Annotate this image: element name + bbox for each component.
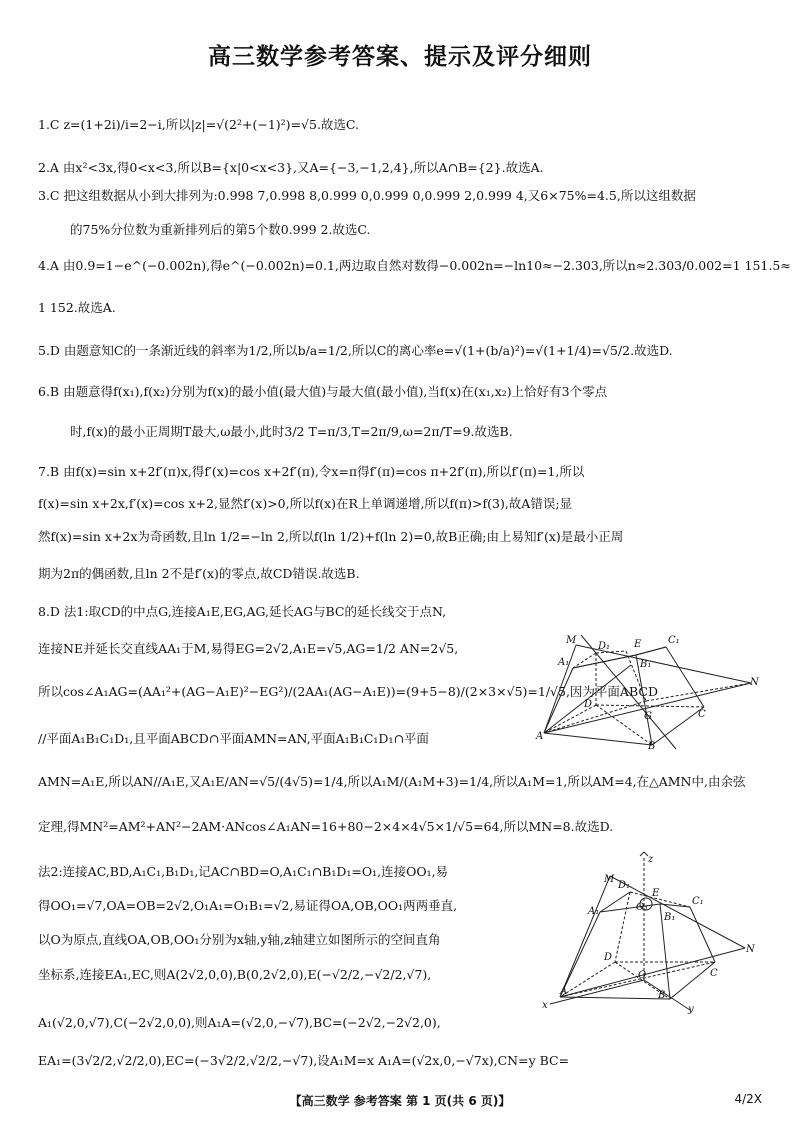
label-M2: M [604,874,615,885]
label-x-axis: x [542,1000,548,1011]
text-line: 7.B 由f(x)=sin x+2f′(π)x,得f′(x)=cos x+2f′(π),令x=π得f′(π)=cos π+2f′(π),所以f′(π)=1,所以 [38,464,585,479]
text-line: 期为2π的偶函数,且ln 2不是f′(x)的零点,故CD错误.故选B. [38,566,360,581]
text-line: 5.D 由题意知C的一条渐近线的斜率为1/2,所以b/a=1/2,所以C的离心率e=√(1+(b/a)²)=√(1+1/4)=√5/2.故选D. [38,343,673,358]
label-D: D [584,699,593,710]
label-z-axis: z [648,854,654,865]
text-line: A₁(√2,0,√7),C(−2√2,0,0),则A₁A=(√2,0,−√7),BC=(−2√2,−2√2,0), [38,1015,441,1030]
text-line: 3.C 把这组数据从小到大排列为:0.998 7,0.998 8,0.999 0,0.999 0,0.999 2,0.999 4,又6×75%=4.5,所以这组数据 [38,188,696,203]
label-G: G [644,711,652,722]
text-line: 然f(x)=sin x+2x为奇函数,且ln 1/2=−ln 2,所以f(ln 1/2)+f(ln 2)=0,故B正确;由上易知f′(x)是最小正周 [38,529,624,544]
page-footer: 【高三数学 参考答案 第 1 页(共 6 页)】 [289,1094,511,1108]
text-line: 8.D 法1:取CD的中点G,连接A₁E,EG,AG,延长AG与BC的延长线交于点N, [38,604,447,619]
page-title: 高三数学参考答案、提示及评分细则 [208,44,592,70]
label-C1-2: C₁ [692,896,704,907]
page-code: 4/2X [734,1092,762,1106]
text-line: 法2:连接AC,BD,A₁C₁,B₁D₁,记AC∩BD=O,A₁C₁∩B₁D₁=O₁,连接OO₁,易 [38,864,449,879]
label-D2: D [604,952,613,963]
text-line: 6.B 由题意得f(x₁),f(x₂)分别为f(x)的最小值(最大值)与最大值(最小值),当f(x)在(x₁,x₂)上恰好有3个零点 [38,384,608,399]
text-line: //平面A₁B₁C₁D₁,且平面ABCD∩平面AMN=AN,平面A₁B₁C₁D₁∩平面 [38,731,429,746]
text-line: AMN=A₁E,所以AN//A₁E,又A₁E/AN=√5/(4√5)=1/4,所以A₁M/(A₁M+3)=1/4,所以A₁M=1,所以AM=4,在△AMN中,由余弦 [38,774,746,789]
label-N: N [750,677,759,688]
label-E: E [634,639,642,650]
label-A: A [536,731,544,742]
label-M: M [566,635,577,646]
label-O: O [638,970,647,981]
label-B: B [648,741,656,752]
label-B1: B₁ [640,659,652,670]
text-line: 得OO₁=√7,OA=OB=2√2,O₁A₁=O₁B₁=√2,易证得OA,OB,OO₁两两垂直, [38,898,458,913]
text-line: EA₁=(3√2/2,√2/2,0),EC=(−3√2/2,√2/2,−√7),设A₁M=x A₁A=(√2x,0,−√7x),CN=y BC= [38,1053,570,1068]
text-line: 坐标系,连接EA₁,EC,则A(2√2,0,0),B(0,2√2,0),E(−√2/2,−√2/2,√7), [38,967,432,982]
frustum-figure-1 [536,625,766,750]
text-line: 时,f(x)的最小正周期T最大,ω最小,此时3/2 T=π/3,T=2π/9,ω=2π/T=9.故选B. [70,424,513,439]
label-C2: C [710,968,718,979]
label-A1-2: A₁ [588,906,600,917]
text-line: 的75%分位数为重新排列后的第5个数0.999 2.故选C. [70,222,371,237]
text-line: f(x)=sin x+2x,f′(x)=cos x+2,显然f′(x)>0,所以f(x)在R上单调递增,所以f(π)>f(3),故A错误;显 [38,496,573,511]
label-E2: E [652,888,660,899]
text-line: 所以cos∠A₁AG=(AA₁²+(AG−A₁E)²−EG²)/(2AA₁(AG−A₁E))=(9+5−8)/(2×3×√5)=1/√5,因为平面ABCD [38,684,658,699]
text-line: 定理,得MN²=AM²+AN²−2AM·ANcos∠A₁AN=16+80−2×4×4√5×1/√5=64,所以MN=8.故选D. [38,819,614,834]
label-D1: D₁ [598,641,611,652]
text-line: 4.A 由0.9=1−e^(−0.002n),得e^(−0.002n)=0.1,两边取自然对数得−0.002n=−ln10≈−2.303,所以n≈2.303/0.002=1 151.5≈ [38,258,791,273]
label-A2: A [560,986,568,997]
label-B2: B [658,990,666,1001]
frustum-figure-2 [540,852,765,1015]
text-line: 2.A 由x²<3x,得0<x<3,所以B={x|0<x<3},又A={−3,−1,2,4},所以A∩B={2}.故选A. [38,160,544,175]
label-A1: A₁ [558,657,570,668]
label-O1: O₁ [636,902,649,913]
label-B1-2: B₁ [664,912,676,923]
label-D1-2: D₁ [618,880,631,891]
label-C: C [698,709,706,720]
text-line: 连接NE并延长交直线AA₁于M,易得EG=2√2,A₁E=√5,AG=1/2 AN=2√5, [38,641,459,656]
text-line: 1.C z=(1+2i)/i=2−i,所以|z|=√(2²+(−1)²)=√5.故选C. [38,117,360,132]
label-C1: C₁ [668,635,680,646]
text-line: 以O为原点,直线OA,OB,OO₁分别为x轴,y轴,z轴建立如图所示的空间直角 [38,932,441,947]
text-line: 1 152.故选A. [38,300,116,315]
label-N2: N [746,944,755,955]
label-y-axis: y [688,1004,694,1015]
